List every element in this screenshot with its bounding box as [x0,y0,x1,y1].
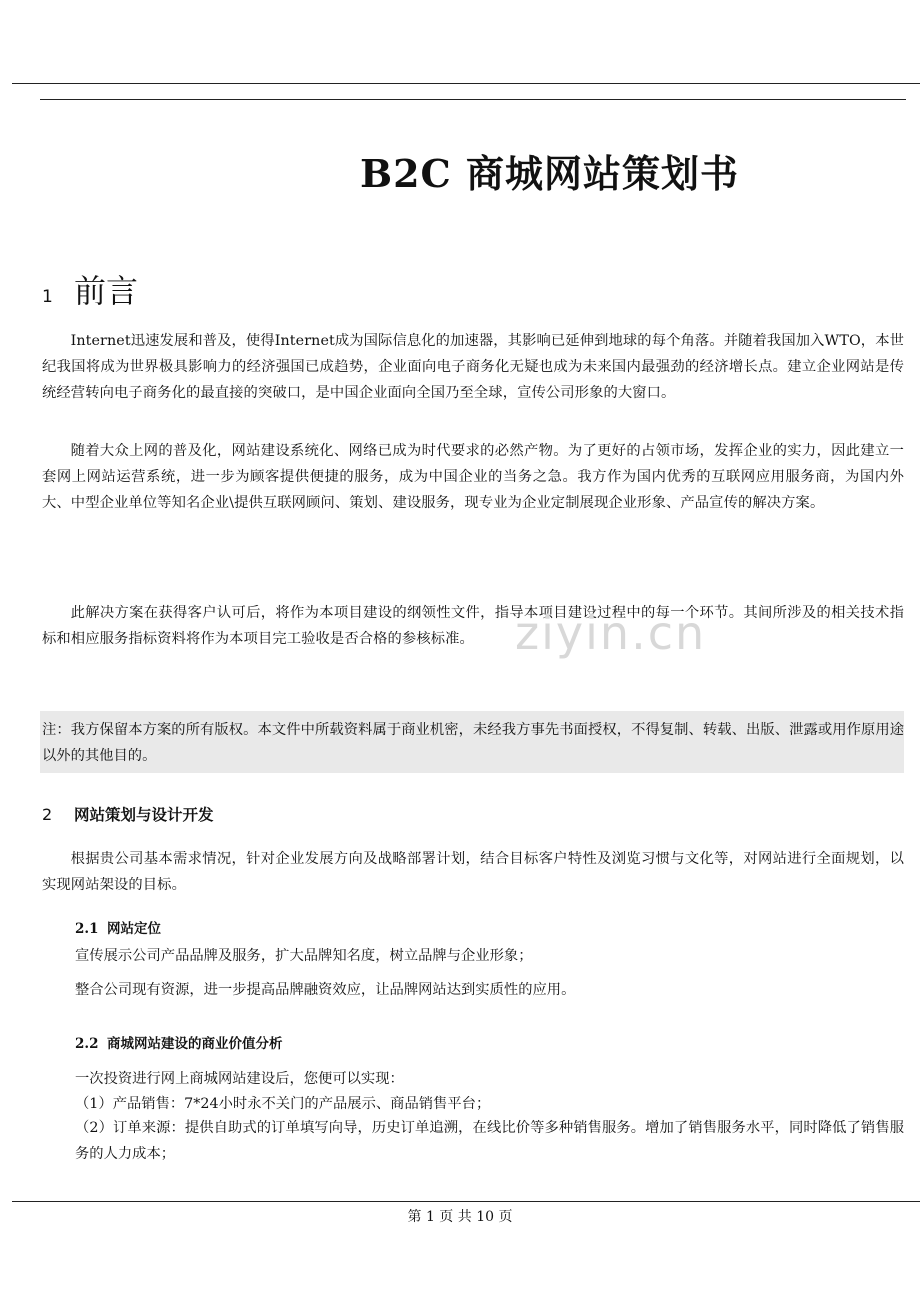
preface-paragraph-2: 随着大众上网的普及化，网站建设系统化、网络已成为时代要求的必然产物。为了更好的占领市场，发挥企业的实力，因此建立一套网上网站运营系统，进一步为顾客提供便捷的服务，成为中国企业的当务之急。我方作为国内优秀的互联网应用服务商，为国内外大、中型企业单位等知名企业\提供互联网顾问、策划、建设服务，现专业为企业定制展现企业形象、产品宣传的解决方案。 [42,443,904,511]
subsection-2-1-number: 2.1 [75,921,99,937]
preface-paragraph-1: Internet迅速发展和普及，使得Internet成为国际信息化的加速器，其影响已延伸到地球的每个角落。并随着我国加入WTO，本世纪我国将成为世界极具影响力的经济强国已成趋势，企业面向电子商务化无疑也成为未来国内最强劲的经济增长点。建立企业网站是传统经营转向电子商务化的最直接的突破口，是中国企业面向全国乃至全球，宣传公司形象的大窗口。 [42,333,904,401]
watermark: ziyin.cn [515,606,707,660]
subsection-2-1-heading [75,917,161,937]
subsection-2-2-number: 2.2 [75,1036,99,1052]
section-2-intro: 根据贵公司基本需求情况，针对企业发展方向及战略部署计划，结合目标客户特性及浏览习惯与文化等，对网站进行全面规划，以实现网站架设的目标。 [42,851,904,893]
subsection-2-2-heading [75,1032,283,1052]
value-line-1: 一次投资进行网上商城网站建设后，您便可以实现： [75,1071,404,1087]
header-rule-inner [40,99,906,100]
section-2-number: 2 [42,805,53,824]
section-1-title: 前言 [74,272,139,310]
value-line-3: （2）订单来源：提供自助式的订单填写向导，历史订单追溯，在线比价等多种销售服务。增加了销售服务水平，同时降低了销售服务的人力成本； [75,1120,904,1162]
header-rule-outer [12,83,920,84]
section-1-number: 1 [42,287,53,307]
subsection-2-1-title: 网站定位 [107,921,161,937]
document-title: B2C 商城网站策划书 [360,151,740,196]
section-1-heading [42,266,138,312]
footer-rule [12,1201,920,1202]
positioning-line-2: 整合公司现有资源，进一步提高品牌融资效应，让品牌网站达到实质性的应用。 [75,982,576,998]
positioning-line-1: 宣传展示公司产品品牌及服务，扩大品牌知名度，树立品牌与企业形象； [75,948,533,964]
copyright-note: 注：我方保留本方案的所有版权。本文件中所载资料属于商业机密，未经我方事先书面授权，不得复制、转载、出版、泄露或用作原用途以外的其他目的。 [42,722,904,764]
section-2-title: 网站策划与设计开发 [74,805,214,824]
value-line-2: （1）产品销售：7*24小时永不关门的产品展示、商品销售平台； [75,1096,491,1112]
section-2-heading [42,803,214,825]
subsection-2-2-title: 商城网站建设的商业价值分析 [107,1036,283,1052]
page-footer: 第 1 页 共 10 页 [407,1209,513,1225]
preface-paragraph-3: 此解决方案在获得客户认可后，将作为本项目建设的纲领性文件，指导本项目建设过程中的每一个环节。其间所涉及的相关技术指标和相应服务指标资料将作为本项目完工验收是否合格的参核标准。 [42,605,904,647]
